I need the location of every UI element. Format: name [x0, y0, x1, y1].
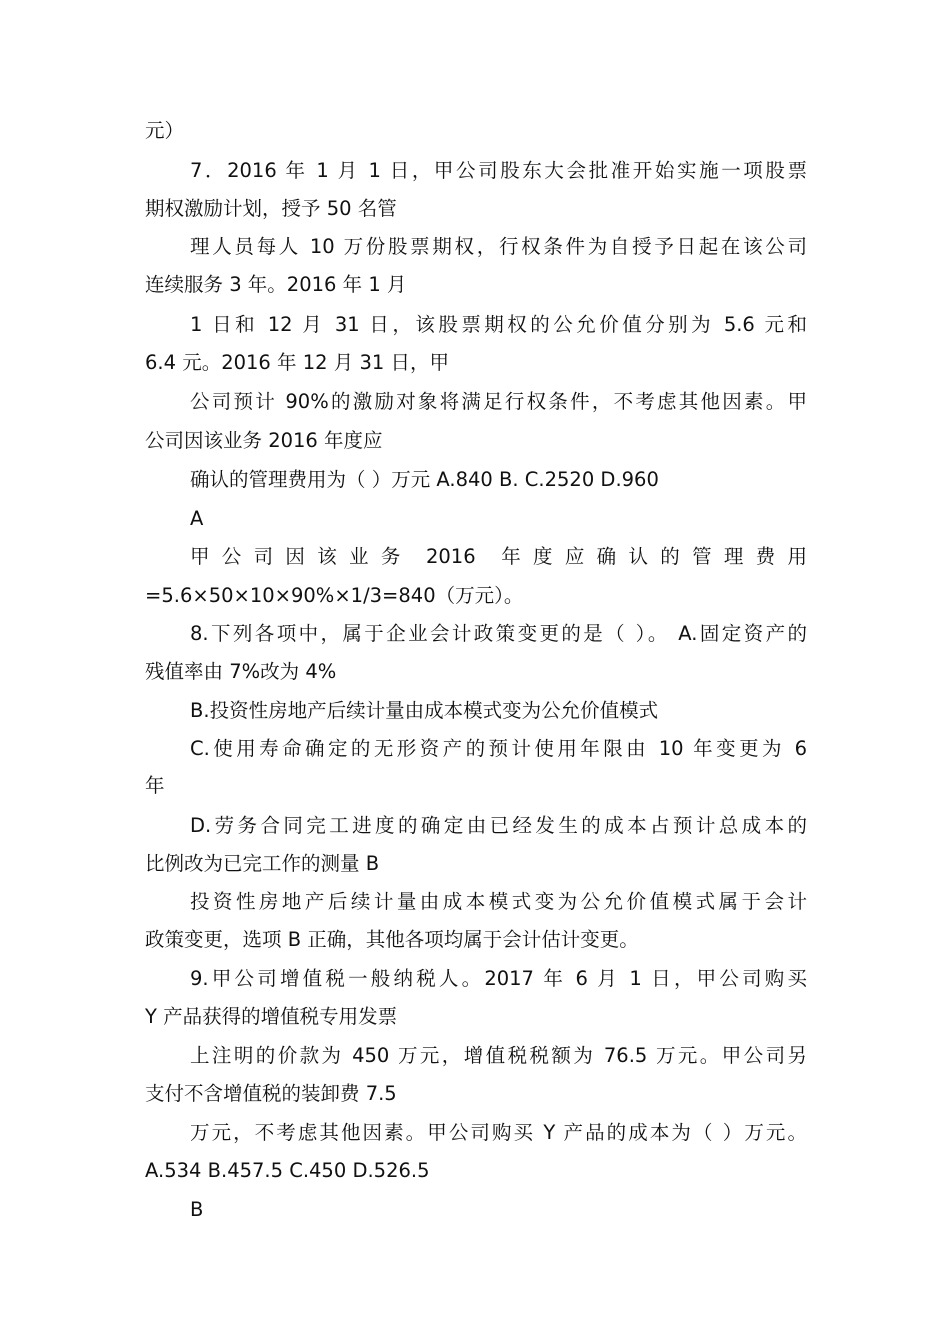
- text-line: 公司因该业务 2016 年度应: [145, 429, 383, 452]
- question-9-text: 9.甲公司增值税一般纳税人。2017 年 6 月 1 日，甲公司购买: [190, 967, 807, 990]
- question-8-option-b: B.投资性房地产后续计量由成本模式变为公允价值模式: [190, 699, 659, 722]
- question-8-text: 8.下列各项中，属于企业会计政策变更的是（ ）。 A.固定资产的: [190, 622, 807, 645]
- question-7-explanation: 甲 公 司 因 该 业 务 2016 年 度 应 确 认 的 管 理 费 用: [190, 545, 807, 568]
- text-line: 公司预计 90%的激励对象将满足行权条件，不考虑其他因素。甲: [190, 390, 807, 413]
- question-9-options: A.534 B.457.5 C.450 D.526.5: [145, 1159, 430, 1182]
- text-line: 比例改为已完工作的测量 B: [145, 852, 380, 875]
- text-line: 万元，不考虑其他因素。甲公司购买 Y 产品的成本为（ ）万元。: [190, 1121, 807, 1144]
- question-8-option-d: D.劳务合同完工进度的确定由已经发生的成本占预计总成本的: [190, 814, 807, 837]
- question-7-text: 7．2016 年 1 月 1 日，甲公司股东大会批准开始实施一项股票: [190, 159, 807, 182]
- text-line: 支付不含增值税的装卸费 7.5: [145, 1082, 397, 1105]
- text-line: 上注明的价款为 450 万元，增值税税额为 76.5 万元。甲公司另: [190, 1044, 807, 1067]
- text-line: Y 产品获得的增值税专用发票: [145, 1005, 398, 1028]
- question-7-options: 确认的管理费用为（ ）万元 A.840 B. C.2520 D.960: [190, 468, 659, 491]
- text-line: 6.4 元。2016 年 12 月 31 日，甲: [145, 351, 449, 374]
- text-line: 残值率由 7%改为 4%: [145, 660, 337, 683]
- question-7-answer: A: [190, 507, 204, 530]
- text-line: 期权激励计划，授予 50 名管: [145, 197, 397, 220]
- text-line: 理人员每人 10 万份股票期权，行权条件为自授予日起在该公司: [190, 235, 807, 258]
- text-line: 年: [145, 774, 165, 797]
- text-line: 元）: [145, 119, 185, 142]
- question-8-option-c: C.使用寿命确定的无形资产的预计使用年限由 10 年变更为 6: [190, 737, 807, 760]
- text-line: =5.6×50×10×90%×1/3=840（万元）。: [145, 584, 524, 607]
- question-8-explanation: 投资性房地产后续计量由成本模式变为公允价值模式属于会计: [190, 890, 807, 913]
- text-line: 1 日和 12 月 31 日，该股票期权的公允价值分别为 5.6 元和: [190, 313, 807, 336]
- question-9-answer: B: [190, 1198, 204, 1221]
- text-line: 政策变更，选项 B 正确，其他各项均属于会计估计变更。: [145, 928, 639, 951]
- text-line: 连续服务 3 年。2016 年 1 月: [145, 273, 407, 296]
